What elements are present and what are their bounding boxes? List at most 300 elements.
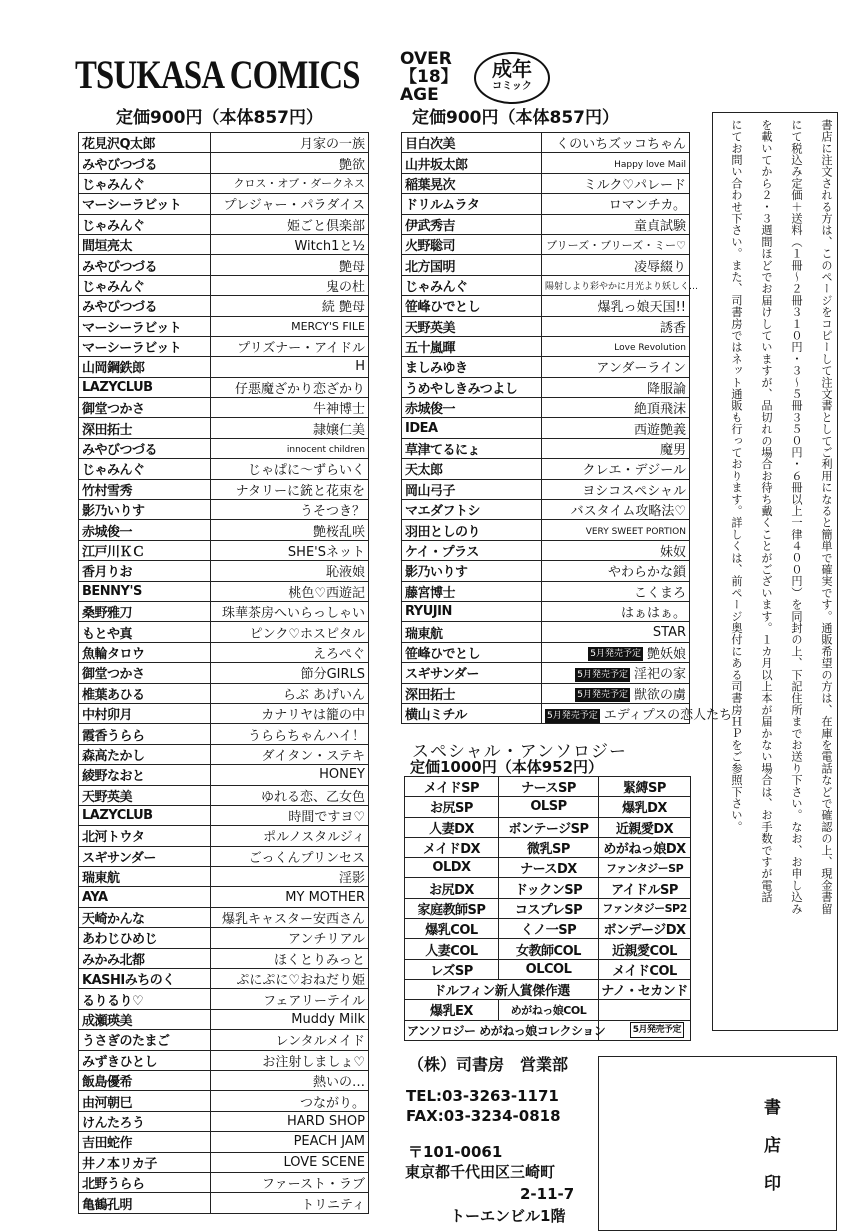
title-row — [79, 826, 369, 846]
title-row — [402, 255, 690, 275]
book-title: 鬼の杜 — [325, 279, 365, 295]
book-title: 艶欲 — [338, 157, 365, 173]
anthology-cell: お尻SP — [405, 797, 499, 817]
author-name: 稲葉晃次 — [402, 173, 542, 193]
book-title: ゆれる恋、乙女色 — [260, 789, 365, 805]
seal-main-text: 成年 — [492, 57, 532, 81]
book-title: トリニティ — [301, 1197, 365, 1213]
title-row — [79, 234, 369, 254]
author-name: ましみゆき — [402, 357, 542, 377]
book-title: 降服論 — [646, 381, 686, 397]
book-title-cell — [211, 153, 369, 173]
book-title-cell — [211, 316, 369, 336]
author-name: 天野英美 — [79, 785, 211, 805]
notice-column-3: を載いてから２・３週間ほどでお届けしていますが、品切れの場合お待ち戴くことがございます。１カ月以上本が届かない場合は、お手数ですが電話 — [760, 119, 773, 903]
title-row — [79, 622, 369, 642]
title-row — [79, 1009, 369, 1029]
book-title-cell — [542, 520, 690, 540]
author-name: 花見沢Q太郎 — [79, 133, 211, 153]
author-name: 森高たかし — [79, 744, 211, 764]
book-title-cell — [542, 581, 690, 601]
book-title-cell — [211, 398, 369, 418]
author-name: IDEA — [402, 418, 542, 438]
anthology-cell: お尻DX — [405, 878, 499, 898]
title-row — [79, 398, 369, 418]
book-title: H — [355, 359, 365, 375]
book-title-cell — [542, 173, 690, 193]
author-name: 笹峰ひでとし — [402, 296, 542, 316]
author-name: 魚輪タロウ — [79, 642, 211, 662]
book-title-cell — [542, 500, 690, 520]
author-name: RYUJIN — [402, 601, 542, 621]
book-title: 凌辱綴り — [633, 259, 686, 275]
book-title: 珠華茶房へいらっしゃい — [221, 606, 365, 622]
book-title-cell — [542, 357, 690, 377]
anthology-cell: 爆乳EX — [405, 1000, 499, 1020]
anthology-cell: ドックンSP — [499, 878, 599, 898]
notice-column-2: にて税込み定価＋送料（１冊〜２冊３１０円・３〜５冊３５０円・６冊以上一律４００円）を同封の上、下記住所までお送り下さい。なお、お申し込み — [790, 119, 803, 915]
title-row — [79, 1030, 369, 1050]
book-title-cell — [542, 642, 690, 662]
book-title-cell — [211, 418, 369, 438]
book-title: 桃色♡西遊記 — [288, 585, 365, 601]
title-row — [79, 703, 369, 723]
book-title-cell — [211, 928, 369, 948]
anthology-cell: 爆乳COL — [405, 919, 499, 939]
book-title: 陽射しより彩やかに月光より妖しく… — [545, 281, 699, 292]
book-title-cell — [542, 683, 690, 703]
book-title: 牛神博士 — [312, 402, 365, 418]
book-title-cell — [211, 826, 369, 846]
author-name: あわじひめじ — [79, 928, 211, 948]
book-title-cell — [211, 133, 369, 153]
author-name: 天野英美 — [402, 316, 542, 336]
title-row — [79, 540, 369, 560]
book-title: Love Revolution — [614, 343, 686, 354]
title-row — [402, 316, 690, 336]
book-title: 艶桜乱咲 — [312, 524, 365, 540]
book-title-cell — [211, 275, 369, 295]
book-title-cell — [211, 1172, 369, 1192]
title-row — [79, 214, 369, 234]
book-title: 獣欲の虜 — [633, 687, 686, 703]
title-row — [79, 1050, 369, 1070]
book-title-cell — [211, 1111, 369, 1131]
book-title: ブリーズ・ブリーズ・ミー♡ — [546, 238, 686, 252]
book-title: うららちゃんハイ！ — [247, 728, 365, 744]
book-title-cell — [211, 948, 369, 968]
author-name: 中村卯月 — [79, 703, 211, 723]
title-row — [402, 581, 690, 601]
title-row — [79, 1070, 369, 1090]
book-title-cell — [211, 601, 369, 621]
anthology-cell: コスプレSP — [499, 898, 599, 918]
title-row — [79, 255, 369, 275]
book-title: 熱いの… — [312, 1075, 365, 1091]
anthology-row — [405, 777, 691, 797]
publisher-address-1: 東京都千代田区三崎町 — [405, 1163, 556, 1181]
title-row — [402, 418, 690, 438]
author-name: マーシーラビット — [79, 316, 211, 336]
book-title: プリズナー・アイドル — [237, 341, 365, 357]
age-number: 【18】 — [400, 67, 458, 87]
book-title-cell — [211, 438, 369, 458]
author-name: 瑞東航 — [402, 622, 542, 642]
anthology-cell: めがねっ娘DX — [599, 837, 691, 857]
anthology-heading: スペシャル・アンソロジー — [412, 742, 627, 762]
book-title-cell — [542, 398, 690, 418]
release-badge: 5月発売予定 — [547, 710, 598, 721]
title-row — [402, 275, 690, 295]
author-name: 影乃いりす — [402, 561, 542, 581]
book-title-cell — [211, 744, 369, 764]
author-name: 御堂つかさ — [79, 663, 211, 683]
book-title: アンチリアル — [288, 932, 365, 948]
anthology-cell: ナースSP — [499, 777, 599, 797]
book-title-cell — [211, 642, 369, 662]
author-name: みやびつづる — [79, 296, 211, 316]
author-name: マーシーラビット — [79, 336, 211, 356]
release-badge: 5月発売予定 — [630, 1022, 684, 1038]
title-row — [402, 520, 690, 540]
title-row — [79, 907, 369, 927]
book-title: VERY SWEET PORTION — [585, 526, 686, 537]
stamp-char-3: 印 — [764, 1174, 781, 1194]
author-name: AYA — [79, 887, 211, 907]
book-title: カナリヤは籠の中 — [261, 708, 365, 724]
author-name: 草津てるにょ — [402, 438, 542, 458]
author-name: 綾野なおと — [79, 765, 211, 785]
book-title: 節分GIRLS — [300, 667, 365, 683]
book-title-cell — [542, 601, 690, 621]
book-title: やわらかな鎖 — [607, 565, 686, 581]
book-title-cell — [542, 438, 690, 458]
book-title: 艶妖娘 — [646, 646, 686, 662]
notice-column-4: にてお問い合わせ下さい。また、司書房ではネット通販も行っております。詳しくは、前ページ奥付にある司書房ＨＰをご参照下さい。 — [730, 119, 743, 833]
title-row — [79, 173, 369, 193]
book-title-cell — [542, 296, 690, 316]
price-label-left: 定価900円（本体857円） — [116, 108, 323, 128]
book-title-cell — [211, 1070, 369, 1090]
title-row — [402, 561, 690, 581]
price-label-right: 定価900円（本体857円） — [412, 108, 619, 128]
author-name: 御堂つかさ — [79, 398, 211, 418]
title-row — [79, 377, 369, 397]
anthology-cell: 爆乳DX — [599, 797, 691, 817]
left-title-list — [78, 132, 369, 1214]
title-row — [402, 398, 690, 418]
anthology-row — [405, 817, 691, 837]
title-row — [79, 928, 369, 948]
book-title-cell — [211, 1152, 369, 1172]
publisher-address-3: トーエンビル1階 — [450, 1207, 566, 1225]
anthology-cell: 近親愛DX — [599, 817, 691, 837]
title-row — [79, 948, 369, 968]
title-row — [402, 642, 690, 662]
book-title-cell — [211, 969, 369, 989]
book-title-cell — [211, 724, 369, 744]
title-row — [79, 663, 369, 683]
book-title-cell — [542, 234, 690, 254]
book-title: 姫ごと倶楽部 — [286, 218, 365, 234]
author-name: LAZYCLUB — [79, 377, 211, 397]
anthology-cell: アンソロジー めがねっ娘コレクション — [405, 1020, 599, 1040]
title-row — [402, 214, 690, 234]
title-row — [79, 805, 369, 825]
title-row — [79, 744, 369, 764]
book-title: プレジャー・パラダイス — [223, 198, 365, 214]
book-title: ヨシコスペシャル — [582, 483, 686, 499]
anthology-cell: ナースDX — [499, 858, 599, 878]
title-row — [402, 622, 690, 642]
book-title-cell — [211, 173, 369, 193]
book-title: PEACH JAM — [293, 1134, 365, 1150]
author-name: 江戸川ＫＣ — [79, 540, 211, 560]
book-title: 月家の一族 — [299, 137, 365, 153]
book-title-cell — [211, 459, 369, 479]
book-title-cell — [542, 255, 690, 275]
anthology-cell: OLCOL — [499, 959, 599, 979]
author-name: うさぎのたまご — [79, 1030, 211, 1050]
author-name: 山岡鋼鉄郎 — [79, 357, 211, 377]
title-row — [79, 520, 369, 540]
book-title-cell — [211, 989, 369, 1009]
title-row — [79, 601, 369, 621]
book-title-cell — [211, 520, 369, 540]
book-title-cell — [211, 1030, 369, 1050]
anthology-cell: 家庭教師SP — [405, 898, 499, 918]
book-title-cell — [211, 887, 369, 907]
title-row — [79, 418, 369, 438]
author-name: るりるり♡ — [79, 989, 211, 1009]
title-row — [79, 459, 369, 479]
book-title: らぶ あげいん — [282, 687, 365, 703]
book-title: アンダーライン — [596, 361, 686, 377]
book-title-cell — [211, 703, 369, 723]
anthology-cell: メイドDX — [405, 837, 499, 857]
book-title: 爆乳キャスター安西さん — [221, 912, 365, 928]
book-title: ピンク♡ホスピタル — [249, 626, 365, 642]
author-name: 影乃いりす — [79, 500, 211, 520]
book-title-cell — [542, 459, 690, 479]
anthology-cell: ナノ・セカンド — [599, 979, 691, 999]
brand-title: TSUKASA COMICS — [75, 52, 360, 97]
anthology-cell: ドルフィン新人賞傑作選 — [405, 979, 599, 999]
author-name: 霞香うらら — [79, 724, 211, 744]
anthology-cell: 人妻DX — [405, 817, 499, 837]
book-title-cell — [211, 500, 369, 520]
store-stamp-box — [598, 1056, 837, 1231]
author-name: ドリルムラタ — [402, 194, 542, 214]
book-title: HARD SHOP — [287, 1113, 365, 1129]
anthology-cell: ファンタジーSP2 — [599, 898, 691, 918]
author-name: けんたろう — [79, 1111, 211, 1131]
author-name: 北野うらら — [79, 1172, 211, 1192]
author-name: 北河トウタ — [79, 826, 211, 846]
author-name: 香月りお — [79, 561, 211, 581]
author-name: 目白次美 — [402, 133, 542, 153]
book-title-cell — [211, 683, 369, 703]
book-title-cell — [542, 275, 699, 295]
anthology-cell: レズSP — [405, 959, 499, 979]
anthology-row — [405, 797, 691, 817]
title-row — [79, 133, 369, 153]
title-row — [79, 438, 369, 458]
anthology-cell: ボンテージSP — [499, 817, 599, 837]
title-row — [79, 316, 369, 336]
author-name: マエダフトシ — [402, 500, 542, 520]
book-title: ポルノスタルジィ — [263, 830, 365, 846]
book-title: うそつき？ — [299, 504, 365, 520]
title-row — [79, 969, 369, 989]
book-title-cell — [211, 765, 369, 785]
author-name: 山井坂太郎 — [402, 153, 542, 173]
title-row — [79, 1091, 369, 1111]
author-name: もとや真 — [79, 622, 211, 642]
book-title-cell — [542, 316, 690, 336]
book-title: MY MOTHER — [285, 889, 365, 905]
title-row — [79, 357, 369, 377]
author-name: スギサンダー — [402, 663, 542, 683]
book-title-cell — [542, 663, 690, 683]
book-title: SHE'Sネット — [287, 545, 365, 560]
book-title-cell — [211, 805, 369, 825]
author-name: 椎葉あひる — [79, 683, 211, 703]
book-title: 爆乳っ娘天国!! — [597, 300, 686, 316]
anthology-cell: メイドCOL — [599, 959, 691, 979]
title-row — [79, 642, 369, 662]
title-row — [402, 540, 690, 560]
book-title: ミルク♡パレード — [583, 177, 686, 193]
book-title: 絶頂飛沫 — [633, 402, 686, 418]
book-title-cell — [211, 255, 369, 275]
book-title: innocent children — [286, 445, 365, 456]
title-row — [79, 846, 369, 866]
anthology-row — [405, 898, 691, 918]
title-row — [402, 296, 690, 316]
release-badge: 5月発売予定 — [590, 649, 641, 660]
author-name: 亀鶴孔明 — [79, 1193, 211, 1213]
book-title-cell — [211, 1091, 369, 1111]
book-title-cell — [542, 194, 690, 214]
title-row — [79, 1111, 369, 1131]
author-name: 藤宮博士 — [402, 581, 542, 601]
book-title-cell — [211, 296, 369, 316]
anthology-cell: ファンタジーSP — [599, 858, 691, 878]
book-title-cell — [211, 846, 369, 866]
author-name: みかみ北都 — [79, 948, 211, 968]
title-row — [79, 765, 369, 785]
stamp-char-2: 店 — [764, 1136, 781, 1156]
book-title-cell — [211, 1132, 369, 1152]
over-text: OVER — [400, 49, 452, 69]
title-row — [79, 275, 369, 295]
author-name: 赤城俊一 — [402, 398, 542, 418]
author-name: 五十嵐暉 — [402, 336, 542, 356]
book-title: Happy love Mail — [614, 159, 686, 170]
title-row — [402, 663, 690, 683]
book-title: ロマンチカ。 — [608, 198, 686, 214]
title-row — [79, 785, 369, 805]
book-title: ほくとりみっと — [273, 952, 365, 968]
anthology-row-collection — [405, 1020, 691, 1040]
title-row — [402, 357, 690, 377]
book-title-cell — [211, 336, 369, 356]
publisher-fax: FAX:03-3234-0818 — [406, 1107, 561, 1125]
book-title: 隷嬢仁美 — [312, 422, 365, 438]
title-row — [79, 1132, 369, 1152]
book-title-cell — [211, 377, 369, 397]
author-name: 深田拓士 — [79, 418, 211, 438]
book-title-cell — [211, 622, 369, 642]
book-title-cell — [211, 479, 369, 499]
book-title-cell — [542, 153, 690, 173]
author-name: 羽田としのり — [402, 520, 542, 540]
book-title-cell — [211, 540, 369, 560]
book-title-cell — [542, 479, 690, 499]
anthology-cell: めがねっ娘COL — [499, 1000, 599, 1020]
book-title: ダイタン・ステキ — [261, 748, 365, 764]
book-title: 妹奴 — [659, 545, 686, 560]
anthology-row-dolphin — [405, 979, 691, 999]
book-title-cell — [542, 336, 690, 356]
book-title-cell — [211, 907, 369, 927]
book-title: クレエ・デジール — [582, 463, 686, 479]
title-row — [79, 683, 369, 703]
book-title: 魔男 — [659, 443, 686, 459]
publisher-tel: TEL:03-3263-1171 — [406, 1087, 559, 1105]
title-row — [79, 1172, 369, 1192]
book-title-cell — [211, 867, 369, 887]
book-title: はぁはぁ。 — [620, 606, 686, 622]
title-row — [79, 194, 369, 214]
author-name: みやびつづる — [79, 438, 211, 458]
anthology-price: 定価1000円（本体952円） — [410, 758, 604, 776]
book-title: バスタイム攻略法♡ — [570, 504, 686, 520]
book-title: HONEY — [319, 767, 365, 783]
title-row — [402, 133, 690, 153]
author-name: スギサンダー — [79, 846, 211, 866]
author-name: ケイ・プラス — [402, 540, 542, 560]
author-name: マーシーラビット — [79, 194, 211, 214]
book-title-cell — [211, 1050, 369, 1070]
adult-comic-seal — [474, 52, 550, 104]
book-title: 仔悪魔ざかり恋ざかり — [234, 381, 365, 397]
anthology-cell: アイドルSP — [599, 878, 691, 898]
title-row — [402, 601, 690, 621]
author-name: 天崎かんな — [79, 907, 211, 927]
title-row — [79, 1152, 369, 1172]
author-name: LAZYCLUB — [79, 805, 211, 825]
book-title: Witch1と½ — [294, 239, 365, 255]
title-row — [402, 438, 690, 458]
book-title: こくまろ — [633, 585, 686, 601]
title-row — [402, 194, 690, 214]
title-row — [402, 234, 690, 254]
author-name: じゃみんぐ — [79, 214, 211, 234]
anthology-cell: 女教師COL — [499, 939, 599, 959]
author-name: 井ノ本リカ子 — [79, 1152, 211, 1172]
title-row — [79, 296, 369, 316]
book-title: エディプスの恋人たち — [603, 708, 733, 724]
author-name: じゃみんぐ — [79, 173, 211, 193]
anthology-row-ex — [405, 1000, 691, 1020]
author-name: 北方国明 — [402, 255, 542, 275]
title-row — [79, 887, 369, 907]
book-title-cell — [211, 785, 369, 805]
book-title: ぷにぷに♡おねだり姫 — [236, 973, 365, 989]
title-row — [402, 377, 690, 397]
